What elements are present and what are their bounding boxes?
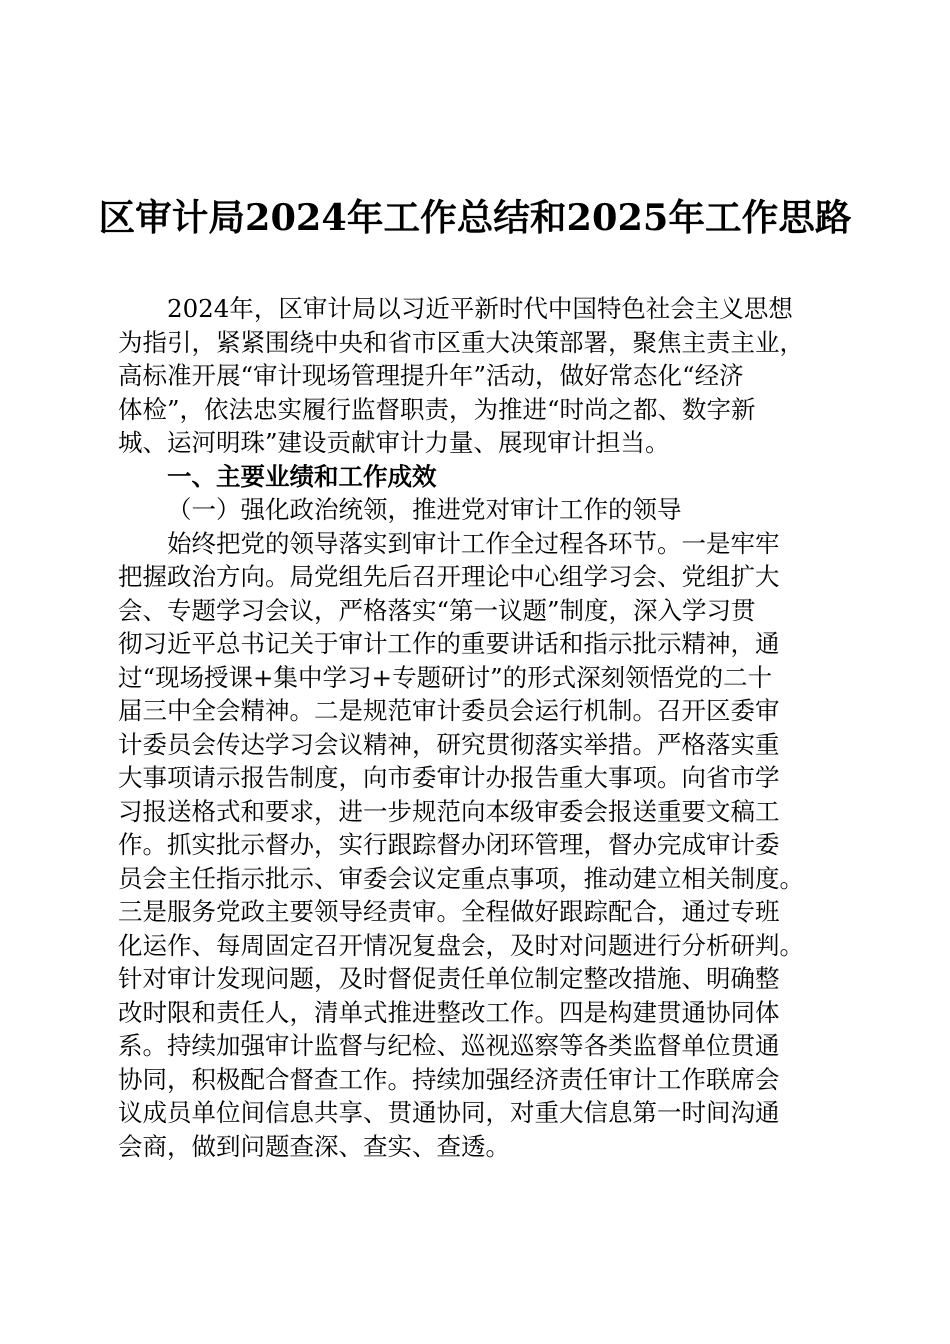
text-line: 改时限和责任人，清单式推进整改工作。四是构建贯通协同体	[118, 997, 780, 1027]
text-line: 三是服务党政主要领导经责审。全程做好跟踪配合，通过专班	[118, 897, 780, 926]
text-line: 过“现场授课+集中学习+专题研讨”的形式深刻领悟党的二十	[118, 662, 773, 692]
text-line: 始终把党的领导落实到审计工作全过程各环节。一是牢牢	[167, 528, 780, 558]
document-title: 区审计局2024年工作总结和2025年工作思路	[98, 196, 852, 239]
text-line: 议成员单位间信息共享、贯通协同，对重大信息第一时间沟通	[118, 1098, 780, 1127]
subsection-heading: （一）强化政治统领，推进党对审计工作的领导	[167, 495, 682, 524]
text-line: 城、运河明珠”建设贡献审计力量、展现审计担当。	[118, 428, 670, 457]
text-line: 大事项请示报告制度，向市委审计办报告重大事项。向省市学	[118, 763, 780, 792]
text-line: 2024年，区审计局以习近平新时代中国特色社会主义思想	[167, 294, 793, 323]
intro-paragraph	[118, 292, 832, 460]
text-line: 员会主任指示批示、审委会议定重点事项，推动建立相关制度。	[118, 863, 804, 893]
text-line: 把握政治方向。局党组先后召开理论中心组学习会、党组扩大	[118, 562, 780, 591]
section-heading: 一、主要业绩和工作成效	[167, 461, 437, 491]
text-line: 习报送格式和要求，进一步规范向本级审委会报送重要文稿工	[118, 796, 780, 826]
text-line: 针对审计发现问题，及时督促责任单位制定整改措施、明确整	[118, 964, 780, 993]
text-line: 化运作、每周固定召开情况复盘会，及时对问题进行分析研判。	[118, 930, 804, 960]
text-line: 协同，积极配合督查工作。持续加强经济责任审计工作联席会	[118, 1064, 780, 1094]
text-line: 系。持续加强审计监督与纪检、巡视巡察等各类监督单位贯通	[118, 1031, 780, 1060]
text-line: 作。抓实批示督办，实行跟踪督办闭环管理，督办完成审计委	[118, 830, 780, 859]
text-line: 届三中全会精神。二是规范审计委员会运行机制。召开区委审	[118, 696, 780, 725]
text-line: 体检”，依法忠实履行监督职责，为推进“时尚之都、数字新	[118, 394, 756, 424]
body-paragraph	[118, 527, 832, 1164]
text-line: 计委员会传达学习会议精神，研究贯彻落实举措。严格落实重	[118, 729, 780, 759]
text-line: 彻习近平总书记关于审计工作的重要讲话和指示批示精神，通	[118, 629, 780, 658]
text-line: 会商，做到问题查深、查实、查透。	[118, 1131, 510, 1161]
text-line: 为指引，紧紧围绕中央和省市区重大决策部署，聚焦主责主业，	[118, 327, 804, 357]
document-body	[118, 292, 832, 1163]
text-line: 高标准开展“审计现场管理提升年”活动，做好常态化“经济	[118, 361, 744, 390]
text-line: 会、专题学习会议，严格落实“第一议题”制度，深入学习贯	[118, 595, 756, 625]
